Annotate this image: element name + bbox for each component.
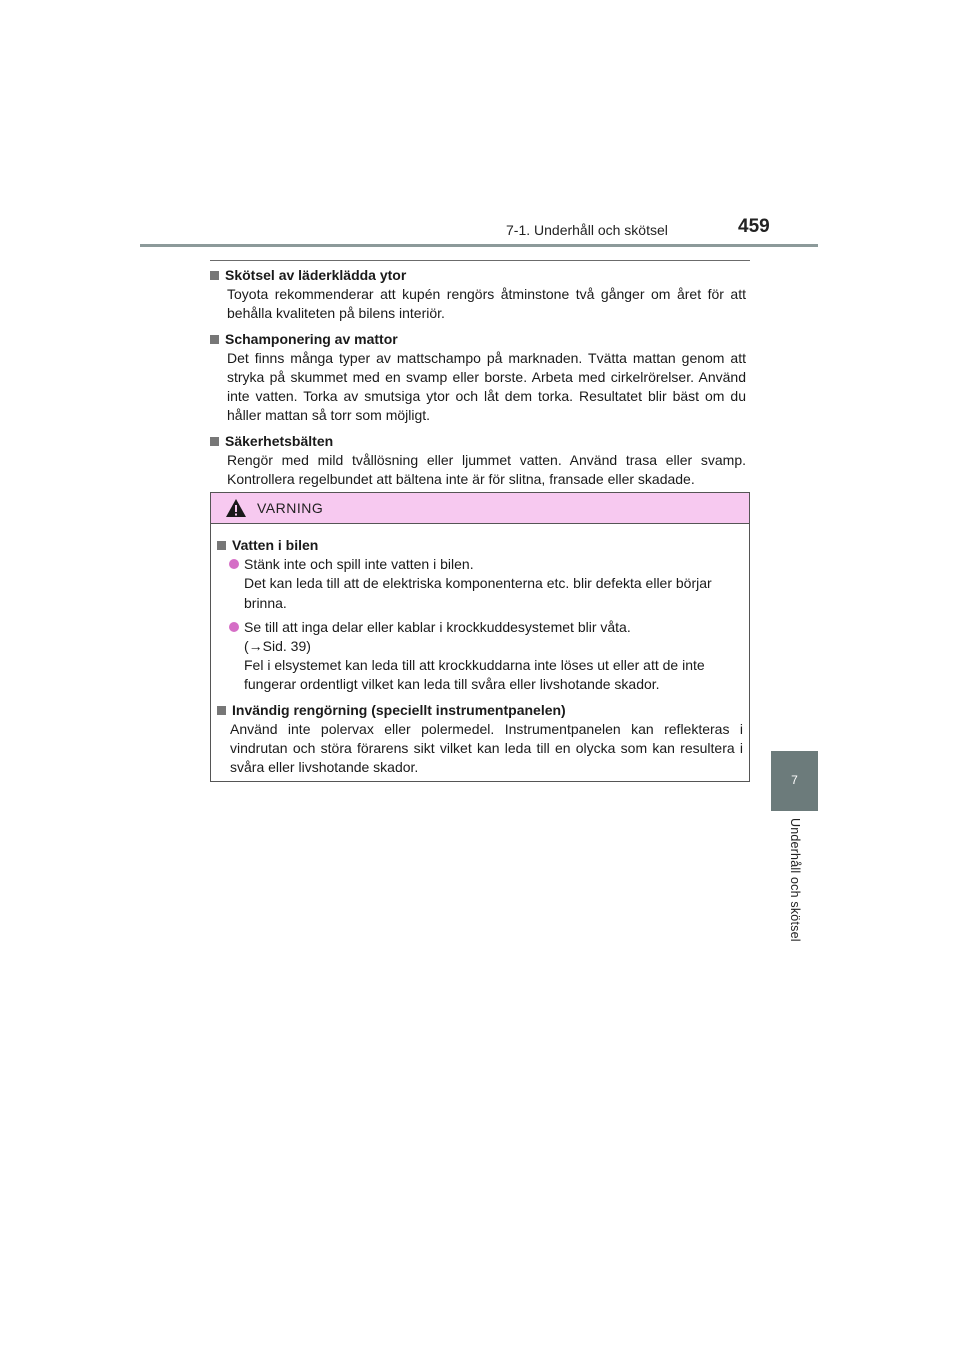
content-top-rule (210, 260, 750, 261)
square-bullet-icon (210, 437, 219, 446)
section-title: Säkerhetsbälten (225, 432, 334, 449)
header-section-title: 7-1. Underhåll och skötsel (506, 222, 668, 238)
warning-section-body: Använd inte polervax eller polermedel. Instrumentpanelen kan reflekteras i vindrutan och störa förarens sikt vilket kan leda till en olycka som kan resultera i svåra eller livshotande skador. (230, 720, 743, 776)
square-bullet-icon (210, 271, 219, 280)
warning-triangle-icon (225, 498, 247, 518)
warning-section-water (217, 536, 743, 695)
section-leather (210, 266, 746, 324)
square-bullet-icon (217, 706, 226, 715)
section-body: Det finns många typer av mattschampo på marknaden. Tvätta mattan genom att stryka på skummet med en svamp eller borste. Arbeta med cirkelrörelser. Använd inte vatten. Torka av smutsiga ytor och låt dem torka. Resultatet blir bäst om du håller mattan så torr som möjligt. (227, 349, 746, 424)
square-bullet-icon (210, 335, 219, 344)
warning-item-detail: Det kan leda till att de elektriska komponenterna etc. blir defekta eller börjar brinna. (244, 575, 712, 611)
round-bullet-icon (229, 559, 239, 569)
warning-section-title: Vatten i bilen (232, 537, 319, 553)
warning-header (211, 493, 749, 524)
header-rule (140, 244, 818, 247)
warning-section-title: Invändig rengörning (speciellt instrumentpanelen) (232, 701, 566, 718)
chapter-tab[interactable] (771, 751, 818, 811)
square-bullet-icon (217, 541, 226, 550)
page-reference-link[interactable]: (→Sid. 39) (244, 638, 311, 655)
warning-body (211, 524, 749, 777)
section-title: Schamponering av mattor (225, 330, 398, 347)
warning-item (217, 555, 743, 613)
warning-title: VARNING (257, 500, 324, 516)
warning-box (210, 492, 750, 782)
section-title: Skötsel av läderklädda ytor (225, 267, 407, 283)
warning-section-interior-cleaning (217, 701, 743, 778)
warning-item (217, 618, 743, 695)
warning-item-line: Se till att inga delar eller kablar i krockkuddesystemet blir våta. (244, 618, 631, 635)
chapter-tab-number: 7 (791, 773, 798, 787)
page-number: 459 (738, 216, 770, 237)
section-body: Toyota rekommenderar att kupén rengörs åtminstone två gånger om året för att behålla kvaliteten på bilens interiör. (227, 286, 746, 322)
chapter-tab-label: Underhåll och skötsel (788, 818, 802, 942)
round-bullet-icon (229, 622, 239, 632)
main-content (210, 266, 746, 495)
section-seatbelts (210, 432, 746, 490)
section-carpets (210, 330, 746, 426)
warning-item-detail: Fel i elsystemet kan leda till att krockkuddarna inte löses ut eller att de inte fungerar ordentligt vilket kan leda till svåra eller livshotande skador. (244, 657, 705, 693)
section-body: Rengör med mild tvållösning eller ljummet vatten. Använd trasa eller svamp. Kontrollera regelbundet att bältena inte är för slitna, fransade eller skadade. (227, 451, 746, 488)
warning-item-line: Stänk inte och spill inte vatten i bilen. (244, 556, 474, 573)
